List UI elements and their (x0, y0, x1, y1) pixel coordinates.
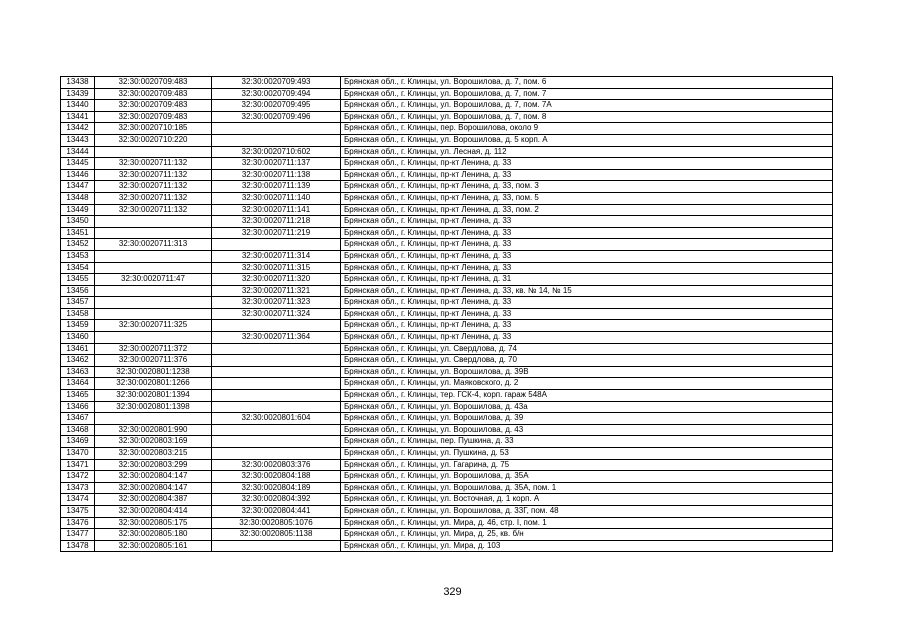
parent-cadastral-number-cell: 32:30:0020711:47 (95, 274, 212, 286)
parent-cadastral-number-cell (95, 332, 212, 344)
cadastral-number-cell: 32:30:0020711:141 (212, 204, 341, 216)
parent-cadastral-number-cell: 32:30:0020803:169 (95, 436, 212, 448)
parent-cadastral-number-cell (95, 227, 212, 239)
parent-cadastral-number-cell: 32:30:0020804:387 (95, 494, 212, 506)
parent-cadastral-number-cell: 32:30:0020803:215 (95, 448, 212, 460)
cadastral-number-cell: 32:30:0020804:189 (212, 482, 341, 494)
parent-cadastral-number-cell: 32:30:0020711:376 (95, 355, 212, 367)
table-row (61, 308, 833, 320)
cadastral-number-cell (212, 320, 341, 332)
parent-cadastral-number-cell: 32:30:0020711:132 (95, 204, 212, 216)
parent-cadastral-number-cell: 32:30:0020711:313 (95, 239, 212, 251)
row-number-cell: 13478 (61, 540, 95, 552)
parent-cadastral-number-cell: 32:30:0020709:483 (95, 100, 212, 112)
row-number-cell: 13471 (61, 459, 95, 471)
address-cell: Брянская обл., г. Клинцы, ул. Пушкина, д. 53 (341, 448, 833, 460)
table-row (61, 482, 833, 494)
parent-cadastral-number-cell (95, 413, 212, 425)
row-number-cell: 13463 (61, 366, 95, 378)
row-number-cell: 13453 (61, 250, 95, 262)
row-number-cell: 13464 (61, 378, 95, 390)
table-row (61, 274, 833, 286)
address-cell: Брянская обл., г. Клинцы, тер. ГСК-4, корп. гараж 548А (341, 390, 833, 402)
table-row (61, 146, 833, 158)
address-cell: Брянская обл., г. Клинцы, ул. Ворошилова, д. 5 корп. А (341, 134, 833, 146)
cadastral-number-cell: 32:30:0020804:188 (212, 471, 341, 483)
cadastral-number-cell: 32:30:0020711:138 (212, 169, 341, 181)
cadastral-number-cell: 32:30:0020711:139 (212, 181, 341, 193)
table-row (61, 529, 833, 541)
address-cell: Брянская обл., г. Клинцы, пр-кт Ленина, д. 33, кв. № 14, № 15 (341, 285, 833, 297)
address-cell: Брянская обл., г. Клинцы, пр-кт Ленина, д. 33 (341, 239, 833, 251)
table-row (61, 204, 833, 216)
row-number-cell: 13466 (61, 401, 95, 413)
page-number: 329 (443, 586, 462, 598)
table-body (61, 77, 833, 552)
cadastral-number-cell (212, 401, 341, 413)
row-number-cell: 13459 (61, 320, 95, 332)
cadastral-number-cell: 32:30:0020710:602 (212, 146, 341, 158)
address-cell: Брянская обл., г. Клинцы, ул. Восточная, д. 1 корп. А (341, 494, 833, 506)
address-cell: Брянская обл., г. Клинцы, пр-кт Ленина, д. 33 (341, 332, 833, 344)
parent-cadastral-number-cell: 32:30:0020711:132 (95, 192, 212, 204)
address-cell: Брянская обл., г. Клинцы, ул. Ворошилова, д. 43 (341, 424, 833, 436)
cadastral-number-cell: 32:30:0020805:1076 (212, 517, 341, 529)
cadastral-number-cell: 32:30:0020711:218 (212, 216, 341, 228)
row-number-cell: 13447 (61, 181, 95, 193)
address-cell: Брянская обл., г. Клинцы, ул. Ворошилова, д. 39 (341, 413, 833, 425)
row-number-cell: 13465 (61, 390, 95, 402)
table-row (61, 320, 833, 332)
cadastral-number-cell: 32:30:0020711:219 (212, 227, 341, 239)
cadastral-number-cell: 32:30:0020711:137 (212, 158, 341, 170)
cadastral-number-cell: 32:30:0020711:321 (212, 285, 341, 297)
address-cell: Брянская обл., г. Клинцы, ул. Ворошилова, д. 33Г, пом. 48 (341, 505, 833, 517)
address-cell: Брянская обл., г. Клинцы, ул. Свердлова, д. 74 (341, 343, 833, 355)
parent-cadastral-number-cell: 32:30:0020711:325 (95, 320, 212, 332)
address-cell: Брянская обл., г. Клинцы, пр-кт Ленина, д. 33 (341, 250, 833, 262)
table-row (61, 540, 833, 552)
parent-cadastral-number-cell: 32:30:0020710:220 (95, 134, 212, 146)
table-row (61, 216, 833, 228)
row-number-cell: 13468 (61, 424, 95, 436)
cadastral-number-cell (212, 239, 341, 251)
address-cell: Брянская обл., г. Клинцы, пр-кт Ленина, д. 33, пом. 5 (341, 192, 833, 204)
parent-cadastral-number-cell: 32:30:0020801:1398 (95, 401, 212, 413)
parent-cadastral-number-cell (95, 285, 212, 297)
row-number-cell: 13451 (61, 227, 95, 239)
address-cell: Брянская обл., г. Клинцы, ул. Свердлова, д. 70 (341, 355, 833, 367)
parent-cadastral-number-cell (95, 308, 212, 320)
parent-cadastral-number-cell: 32:30:0020711:132 (95, 169, 212, 181)
table-row (61, 448, 833, 460)
parent-cadastral-number-cell: 32:30:0020709:483 (95, 77, 212, 89)
address-cell: Брянская обл., г. Клинцы, пр-кт Ленина, д. 33 (341, 297, 833, 309)
address-cell: Брянская обл., г. Клинцы, пр-кт Ленина, д. 33, пом. 2 (341, 204, 833, 216)
table-row (61, 413, 833, 425)
cadastral-number-cell: 32:30:0020711:314 (212, 250, 341, 262)
cadastral-number-cell: 32:30:0020711:140 (212, 192, 341, 204)
row-number-cell: 13449 (61, 204, 95, 216)
cadastral-number-cell (212, 448, 341, 460)
parent-cadastral-number-cell: 32:30:0020711:132 (95, 158, 212, 170)
row-number-cell: 13477 (61, 529, 95, 541)
cadastral-number-cell (212, 134, 341, 146)
parent-cadastral-number-cell (95, 216, 212, 228)
cadastral-number-cell (212, 540, 341, 552)
cadastral-number-cell: 32:30:0020711:320 (212, 274, 341, 286)
address-cell: Брянская обл., г. Клинцы, пр-кт Ленина, д. 33 (341, 320, 833, 332)
table-row (61, 77, 833, 89)
parent-cadastral-number-cell: 32:30:0020711:372 (95, 343, 212, 355)
table-row (61, 459, 833, 471)
table-row (61, 169, 833, 181)
row-number-cell: 13439 (61, 88, 95, 100)
address-cell: Брянская обл., г. Клинцы, пр-кт Ленина, д. 33 (341, 169, 833, 181)
table-row (61, 436, 833, 448)
cadastral-number-cell: 32:30:0020711:324 (212, 308, 341, 320)
row-number-cell: 13450 (61, 216, 95, 228)
parent-cadastral-number-cell: 32:30:0020805:175 (95, 517, 212, 529)
table-row (61, 134, 833, 146)
row-number-cell: 13445 (61, 158, 95, 170)
address-cell: Брянская обл., г. Клинцы, пр-кт Ленина, д. 31 (341, 274, 833, 286)
address-cell: Брянская обл., г. Клинцы, пр-кт Ленина, д. 33 (341, 158, 833, 170)
address-cell: Брянская обл., г. Клинцы, ул. Ворошилова, д. 43а (341, 401, 833, 413)
row-number-cell: 13470 (61, 448, 95, 460)
parent-cadastral-number-cell: 32:30:0020801:1394 (95, 390, 212, 402)
address-cell: Брянская обл., г. Клинцы, ул. Ворошилова, д. 39В (341, 366, 833, 378)
row-number-cell: 13461 (61, 343, 95, 355)
row-number-cell: 13452 (61, 239, 95, 251)
address-cell: Брянская обл., г. Клинцы, пр-кт Ленина, д. 33 (341, 308, 833, 320)
table-row (61, 378, 833, 390)
cadastral-number-cell (212, 378, 341, 390)
cadastral-number-cell (212, 390, 341, 402)
parent-cadastral-number-cell: 32:30:0020710:185 (95, 123, 212, 135)
cadastral-number-cell: 32:30:0020711:364 (212, 332, 341, 344)
cadastral-number-cell: 32:30:0020804:441 (212, 505, 341, 517)
row-number-cell: 13444 (61, 146, 95, 158)
address-cell: Брянская обл., г. Клинцы, пер. Пушкина, д. 33 (341, 436, 833, 448)
table-row (61, 88, 833, 100)
address-cell: Брянская обл., г. Клинцы, ул. Мира, д. 103 (341, 540, 833, 552)
cadastral-number-cell: 32:30:0020711:315 (212, 262, 341, 274)
row-number-cell: 13462 (61, 355, 95, 367)
address-cell: Брянская обл., г. Клинцы, ул. Ворошилова, д. 35А, пом. 1 (341, 482, 833, 494)
table-row (61, 158, 833, 170)
cadastral-number-cell (212, 366, 341, 378)
table-row (61, 239, 833, 251)
parent-cadastral-number-cell: 32:30:0020804:147 (95, 471, 212, 483)
row-number-cell: 13473 (61, 482, 95, 494)
row-number-cell: 13456 (61, 285, 95, 297)
parent-cadastral-number-cell: 32:30:0020805:161 (95, 540, 212, 552)
cadastral-number-cell: 32:30:0020803:376 (212, 459, 341, 471)
row-number-cell: 13467 (61, 413, 95, 425)
cadastral-number-cell: 32:30:0020801:604 (212, 413, 341, 425)
row-number-cell: 13469 (61, 436, 95, 448)
table-row (61, 192, 833, 204)
cadastral-number-cell: 32:30:0020709:495 (212, 100, 341, 112)
address-cell: Брянская обл., г. Клинцы, ул. Маяковского, д. 2 (341, 378, 833, 390)
table-row (61, 471, 833, 483)
row-number-cell: 13455 (61, 274, 95, 286)
table-row (61, 250, 833, 262)
table-row (61, 390, 833, 402)
parent-cadastral-number-cell: 32:30:0020709:483 (95, 111, 212, 123)
table-row (61, 332, 833, 344)
address-cell: Брянская обл., г. Клинцы, ул. Ворошилова, д. 7, пом. 7 (341, 88, 833, 100)
parent-cadastral-number-cell: 32:30:0020801:1266 (95, 378, 212, 390)
table-row (61, 424, 833, 436)
cadastral-number-cell: 32:30:0020804:392 (212, 494, 341, 506)
table-row (61, 262, 833, 274)
row-number-cell: 13440 (61, 100, 95, 112)
address-cell: Брянская обл., г. Клинцы, пр-кт Ленина, д. 33, пом. 3 (341, 181, 833, 193)
table-row (61, 494, 833, 506)
row-number-cell: 13442 (61, 123, 95, 135)
address-cell: Брянская обл., г. Клинцы, пр-кт Ленина, д. 33 (341, 262, 833, 274)
parent-cadastral-number-cell: 32:30:0020801:1238 (95, 366, 212, 378)
parent-cadastral-number-cell: 32:30:0020804:414 (95, 505, 212, 517)
parent-cadastral-number-cell: 32:30:0020801:990 (95, 424, 212, 436)
table-row (61, 285, 833, 297)
row-number-cell: 13441 (61, 111, 95, 123)
table-row (61, 181, 833, 193)
row-number-cell: 13458 (61, 308, 95, 320)
row-number-cell: 13474 (61, 494, 95, 506)
cadastral-number-cell (212, 436, 341, 448)
parent-cadastral-number-cell: 32:30:0020803:299 (95, 459, 212, 471)
parent-cadastral-number-cell: 32:30:0020805:180 (95, 529, 212, 541)
address-cell: Брянская обл., г. Клинцы, ул. Ворошилова, д. 7, пом. 7А (341, 100, 833, 112)
cadastral-number-cell (212, 424, 341, 436)
table-row (61, 366, 833, 378)
row-number-cell: 13457 (61, 297, 95, 309)
table-row (61, 505, 833, 517)
cadastral-number-cell: 32:30:0020711:323 (212, 297, 341, 309)
parent-cadastral-number-cell: 32:30:0020804:147 (95, 482, 212, 494)
row-number-cell: 13446 (61, 169, 95, 181)
table-row (61, 517, 833, 529)
row-number-cell: 13448 (61, 192, 95, 204)
cadastral-number-cell (212, 355, 341, 367)
address-cell: Брянская обл., г. Клинцы, ул. Ворошилова, д. 7, пом. 6 (341, 77, 833, 89)
address-cell: Брянская обл., г. Клинцы, ул. Гагарина, д. 75 (341, 459, 833, 471)
table-row (61, 343, 833, 355)
address-cell: Брянская обл., г. Клинцы, ул. Ворошилова, д. 35А (341, 471, 833, 483)
cadastral-number-cell: 32:30:0020805:1138 (212, 529, 341, 541)
table-row (61, 227, 833, 239)
row-number-cell: 13438 (61, 77, 95, 89)
cadastral-number-cell: 32:30:0020709:496 (212, 111, 341, 123)
row-number-cell: 13454 (61, 262, 95, 274)
address-cell: Брянская обл., г. Клинцы, ул. Мира, д. 25, кв. б/н (341, 529, 833, 541)
parent-cadastral-number-cell: 32:30:0020709:483 (95, 88, 212, 100)
row-number-cell: 13460 (61, 332, 95, 344)
parent-cadastral-number-cell (95, 250, 212, 262)
row-number-cell: 13476 (61, 517, 95, 529)
table-row (61, 401, 833, 413)
address-cell: Брянская обл., г. Клинцы, ул. Ворошилова, д. 7, пом. 8 (341, 111, 833, 123)
row-number-cell: 13443 (61, 134, 95, 146)
address-cell: Брянская обл., г. Клинцы, ул. Мира, д. 46, стр. I, пом. 1 (341, 517, 833, 529)
cadastral-number-cell: 32:30:0020709:494 (212, 88, 341, 100)
address-cell: Брянская обл., г. Клинцы, пр-кт Ленина, д. 33 (341, 216, 833, 228)
cadastral-number-cell: 32:30:0020709:493 (212, 77, 341, 89)
parent-cadastral-number-cell (95, 262, 212, 274)
table-row (61, 123, 833, 135)
cadastral-number-cell (212, 343, 341, 355)
address-cell: Брянская обл., г. Клинцы, ул. Лесная, д. 112 (341, 146, 833, 158)
address-cell: Брянская обл., г. Клинцы, пер. Ворошилова, около 9 (341, 123, 833, 135)
parent-cadastral-number-cell (95, 297, 212, 309)
table-row (61, 100, 833, 112)
parent-cadastral-number-cell: 32:30:0020711:132 (95, 181, 212, 193)
row-number-cell: 13475 (61, 505, 95, 517)
parent-cadastral-number-cell (95, 146, 212, 158)
table-row (61, 111, 833, 123)
row-number-cell: 13472 (61, 471, 95, 483)
cadastral-registry-table (60, 76, 833, 552)
cadastral-number-cell (212, 123, 341, 135)
table-row (61, 297, 833, 309)
address-cell: Брянская обл., г. Клинцы, пр-кт Ленина, д. 33 (341, 227, 833, 239)
table-row (61, 355, 833, 367)
